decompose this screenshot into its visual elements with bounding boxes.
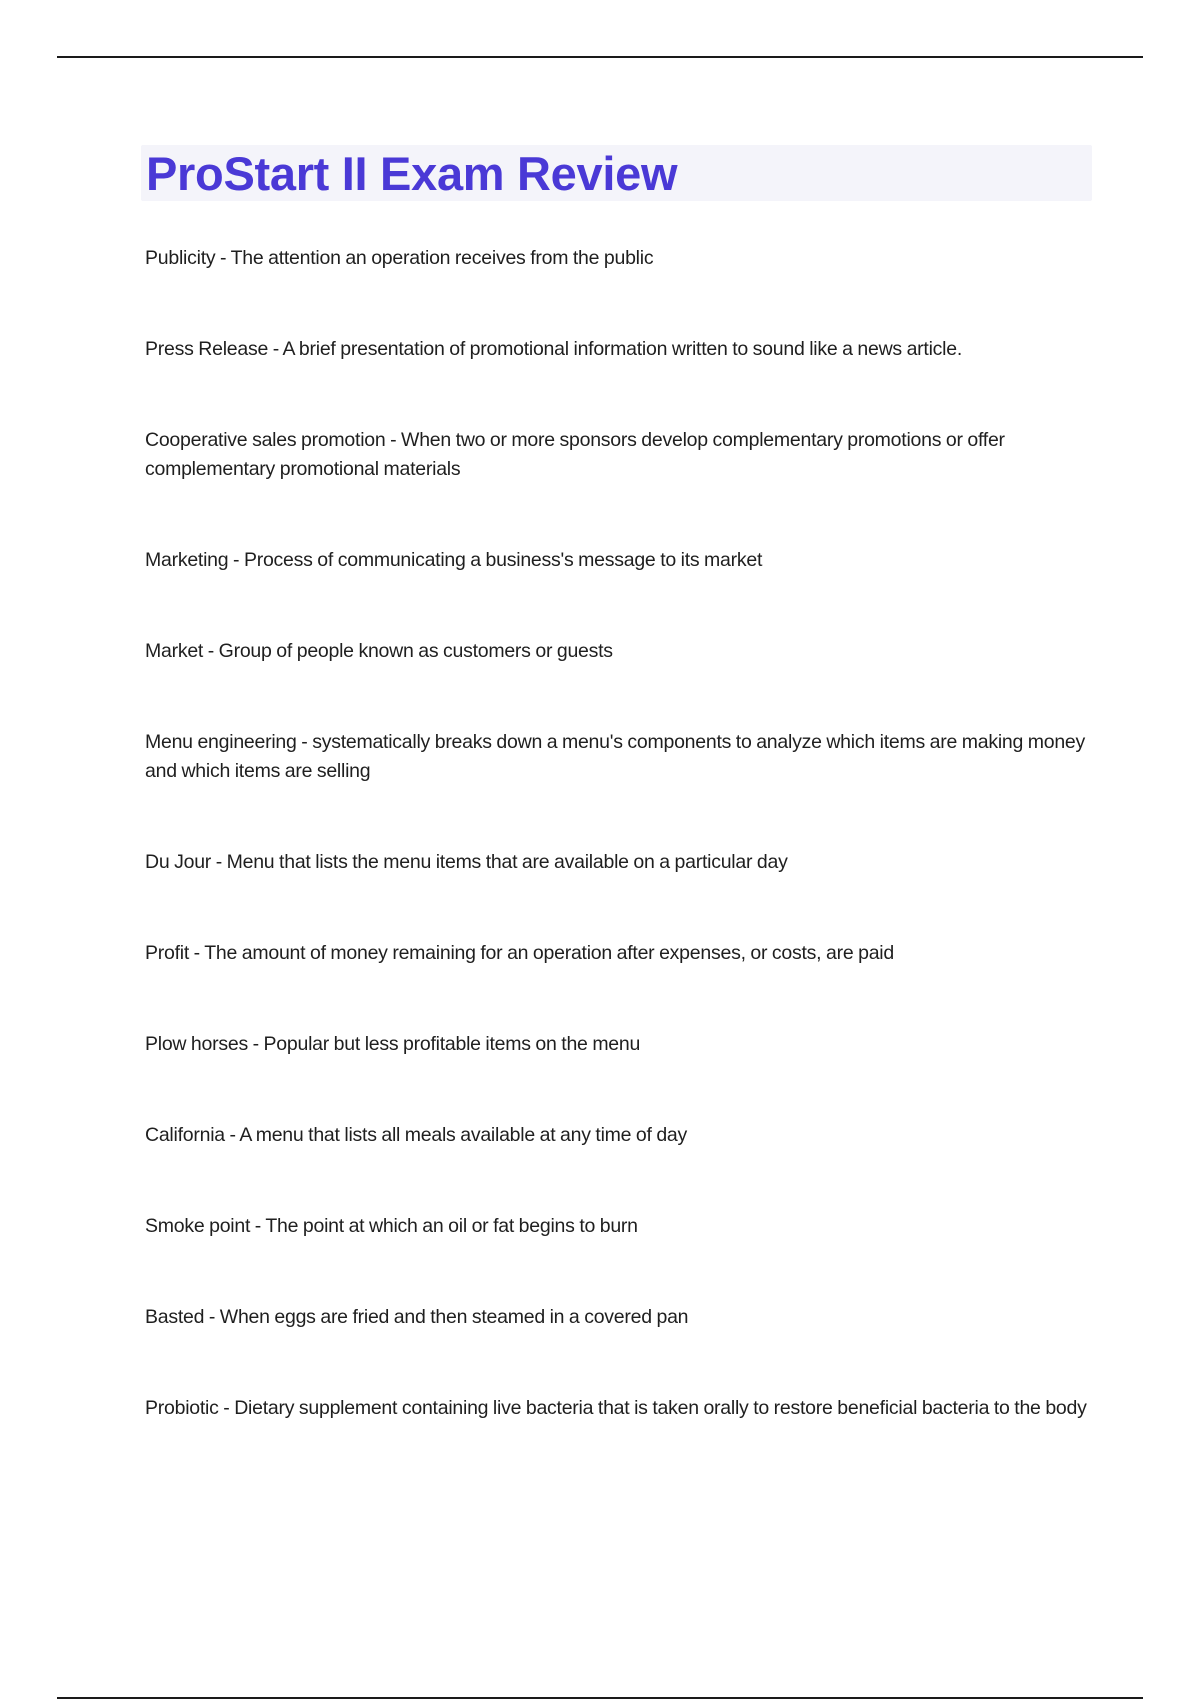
entry-market: Market - Group of people known as customers or guests	[145, 640, 613, 662]
entry-menu-engineering: Menu engineering - systematically breaks down a menu's components to analyze which items are making money and which items are selling	[145, 731, 1086, 782]
document-title: ProStart II Exam Review	[146, 147, 678, 200]
entry-marketing: Marketing - Process of communicating a business's message to its market	[145, 549, 763, 571]
entry-profit: Profit - The amount of money remaining for an operation after expenses, or costs, are paid	[145, 942, 894, 964]
entry-basted: Basted - When eggs are fried and then steamed in a covered pan	[145, 1306, 689, 1328]
top-rule	[57, 56, 1143, 58]
entry-list	[145, 244, 1095, 1485]
bottom-rule	[57, 1697, 1143, 1699]
entry-press-release: Press Release - A brief presentation of promotional information written to sound like a news article.	[145, 338, 963, 360]
title-band	[141, 145, 1092, 201]
entry-publicity: Publicity - The attention an operation receives from the public	[145, 247, 654, 269]
entry-du-jour: Du Jour - Menu that lists the menu items that are available on a particular day	[145, 851, 788, 873]
entry-smoke-point: Smoke point - The point at which an oil or fat begins to burn	[145, 1215, 638, 1237]
entry-cooperative-sales-promotion: Cooperative sales promotion - When two or more sponsors develop complementary promotions or offer complementary promotional materials	[145, 429, 1005, 480]
entry-california: California - A menu that lists all meals available at any time of day	[145, 1124, 688, 1146]
entry-probiotic: Probiotic - Dietary supplement containing live bacteria that is taken orally to restore beneficial bacteria to the body	[145, 1397, 1087, 1419]
entry-plow-horses: Plow horses - Popular but less profitable items on the menu	[145, 1033, 641, 1055]
